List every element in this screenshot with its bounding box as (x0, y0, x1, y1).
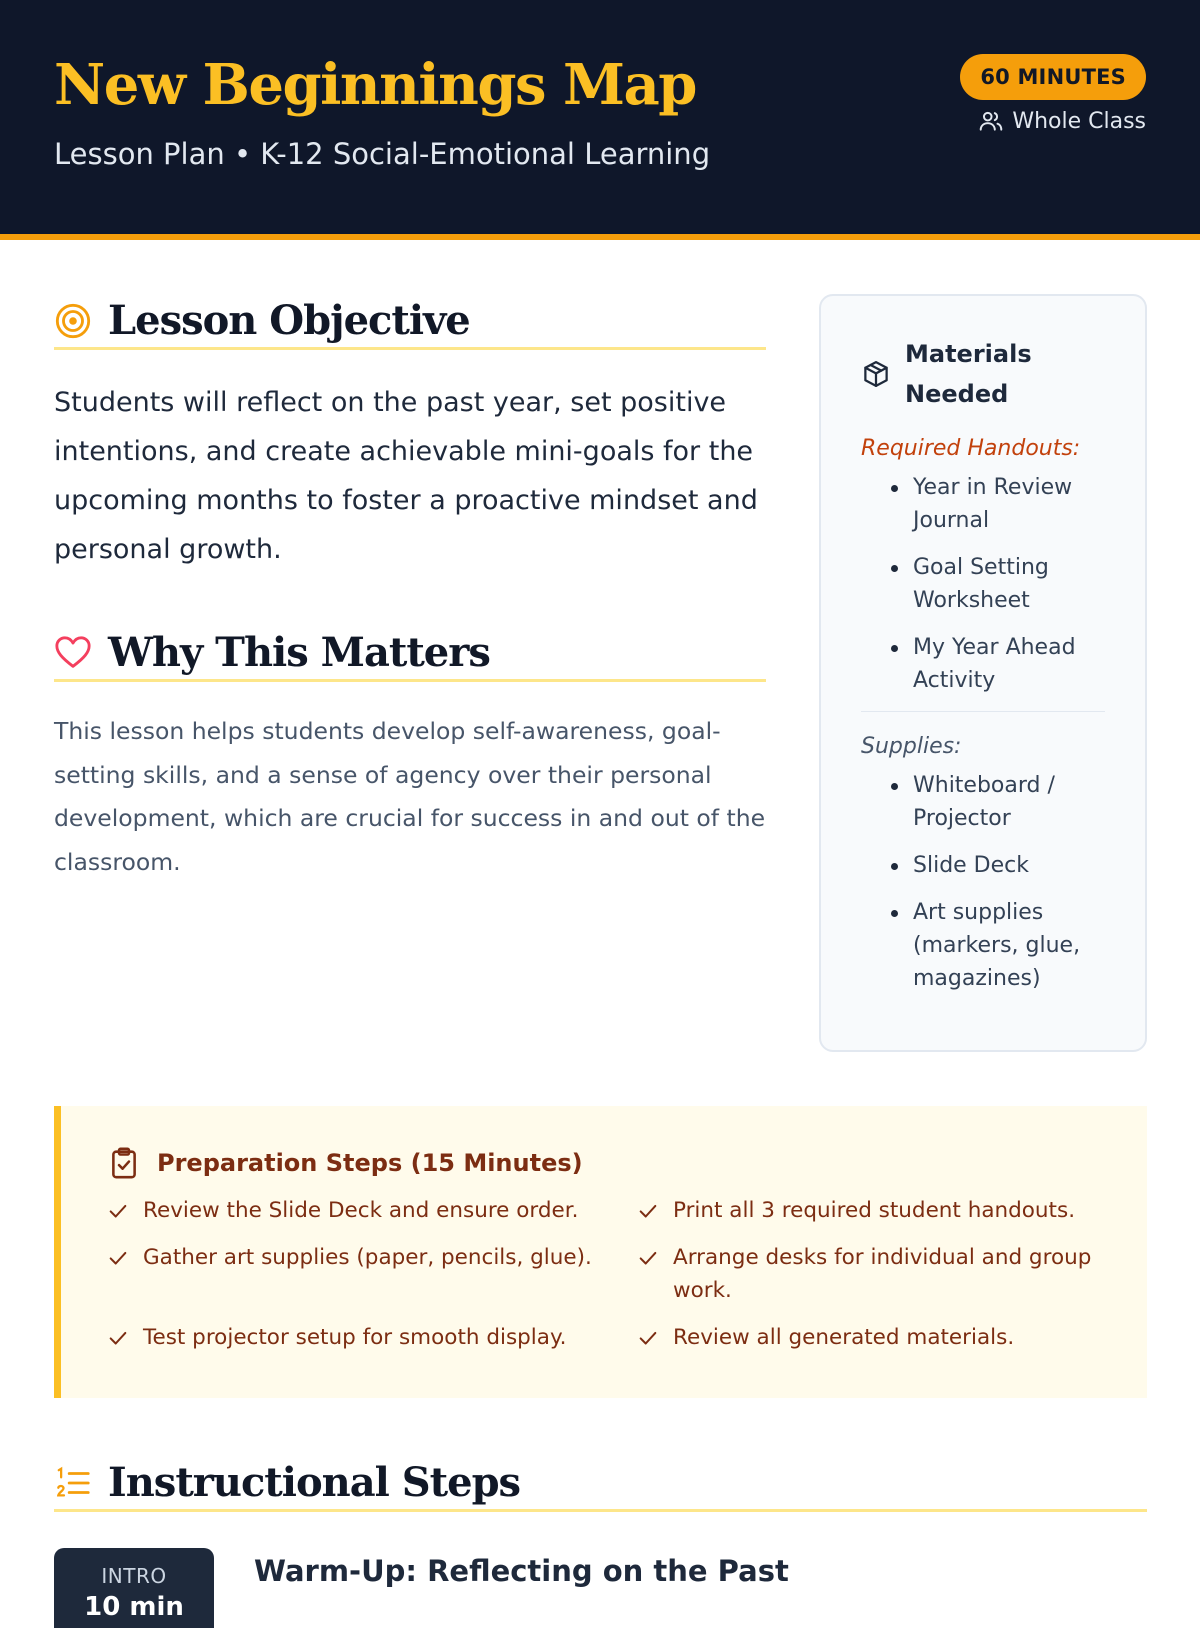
check-icon (637, 1200, 659, 1222)
duration-badge: 60 MINUTES (960, 54, 1146, 100)
check-icon (107, 1200, 129, 1222)
lesson-subtitle: Lesson Plan • K-12 Social-Emotional Learning (54, 137, 711, 171)
required-handouts-list (861, 471, 1105, 697)
package-icon (861, 359, 891, 389)
supplies-list (861, 769, 1105, 995)
check-icon (107, 1327, 129, 1349)
lesson-title: New Beginnings Map (54, 52, 696, 118)
prep-item (637, 1194, 1117, 1227)
check-icon (107, 1247, 129, 1269)
prep-item (637, 1241, 1117, 1307)
list-item: Year in Review Journal (889, 471, 1105, 537)
materials-header (861, 334, 1105, 414)
page-header (0, 0, 1200, 240)
numbered-list-icon (54, 1464, 92, 1502)
list-item: Slide Deck (889, 849, 1105, 882)
instructional-heading-text: Instructional Steps (108, 1459, 521, 1506)
list-item: Art supplies (markers, glue, magazines) (889, 896, 1105, 995)
check-icon (637, 1247, 659, 1269)
why-heading (54, 626, 766, 682)
materials-divider (861, 711, 1105, 712)
prep-item (107, 1194, 637, 1227)
list-item: Whiteboard / Projector (889, 769, 1105, 835)
users-icon (978, 108, 1004, 134)
why-text: This lesson helps students develop self-awareness, goal-setting skills, and a sense of agency over their personal development, which are crucial for success in and out of the classroom. (54, 717, 766, 876)
prep-item-text: Gather art supplies (paper, pencils, glue). (143, 1245, 592, 1270)
objective-heading-text: Lesson Objective (108, 297, 470, 344)
group-size-label: Whole Class (1012, 108, 1146, 134)
heart-icon (54, 634, 92, 672)
check-icon (637, 1327, 659, 1349)
list-item: Goal Setting Worksheet (889, 551, 1105, 617)
preparation-list (107, 1194, 1103, 1354)
step-phase: INTRO (101, 1564, 167, 1588)
prep-item-text: Review all generated materials. (673, 1325, 1015, 1350)
prep-item-text: Review the Slide Deck and ensure order. (143, 1198, 579, 1223)
step-time-card (54, 1548, 214, 1628)
prep-item (107, 1321, 637, 1354)
prep-item (637, 1321, 1117, 1354)
clipboard-check-icon (107, 1146, 141, 1180)
preparation-title: Preparation Steps (15 Minutes) (157, 1149, 583, 1177)
objective-text: Students will reflect on the past year, set positive intentions, and create achievable mini-goals for the upcoming months to foster a proactive mindset and personal growth. (54, 387, 758, 565)
materials-title: Materials Needed (905, 340, 1032, 408)
step-title: Warm-Up: Reflecting on the Past (254, 1554, 789, 1588)
target-icon (54, 302, 92, 340)
required-handouts-label: Required Handouts: (861, 436, 1081, 461)
objective-heading (54, 294, 766, 350)
materials-card (819, 294, 1147, 1052)
group-size (978, 108, 1146, 134)
supplies-label: Supplies: (861, 734, 962, 759)
instructional-heading (54, 1456, 1147, 1512)
prep-item (107, 1241, 637, 1307)
step-minutes: 10 min (84, 1592, 184, 1622)
preparation-header (107, 1146, 1103, 1180)
prep-item-text: Print all 3 required student handouts. (673, 1198, 1076, 1223)
preparation-box (54, 1106, 1147, 1398)
list-item: My Year Ahead Activity (889, 631, 1105, 697)
prep-item-text: Test projector setup for smooth display. (143, 1325, 567, 1350)
why-heading-text: Why This Matters (108, 629, 490, 676)
prep-item-text: Arrange desks for individual and group work. (673, 1245, 1092, 1303)
